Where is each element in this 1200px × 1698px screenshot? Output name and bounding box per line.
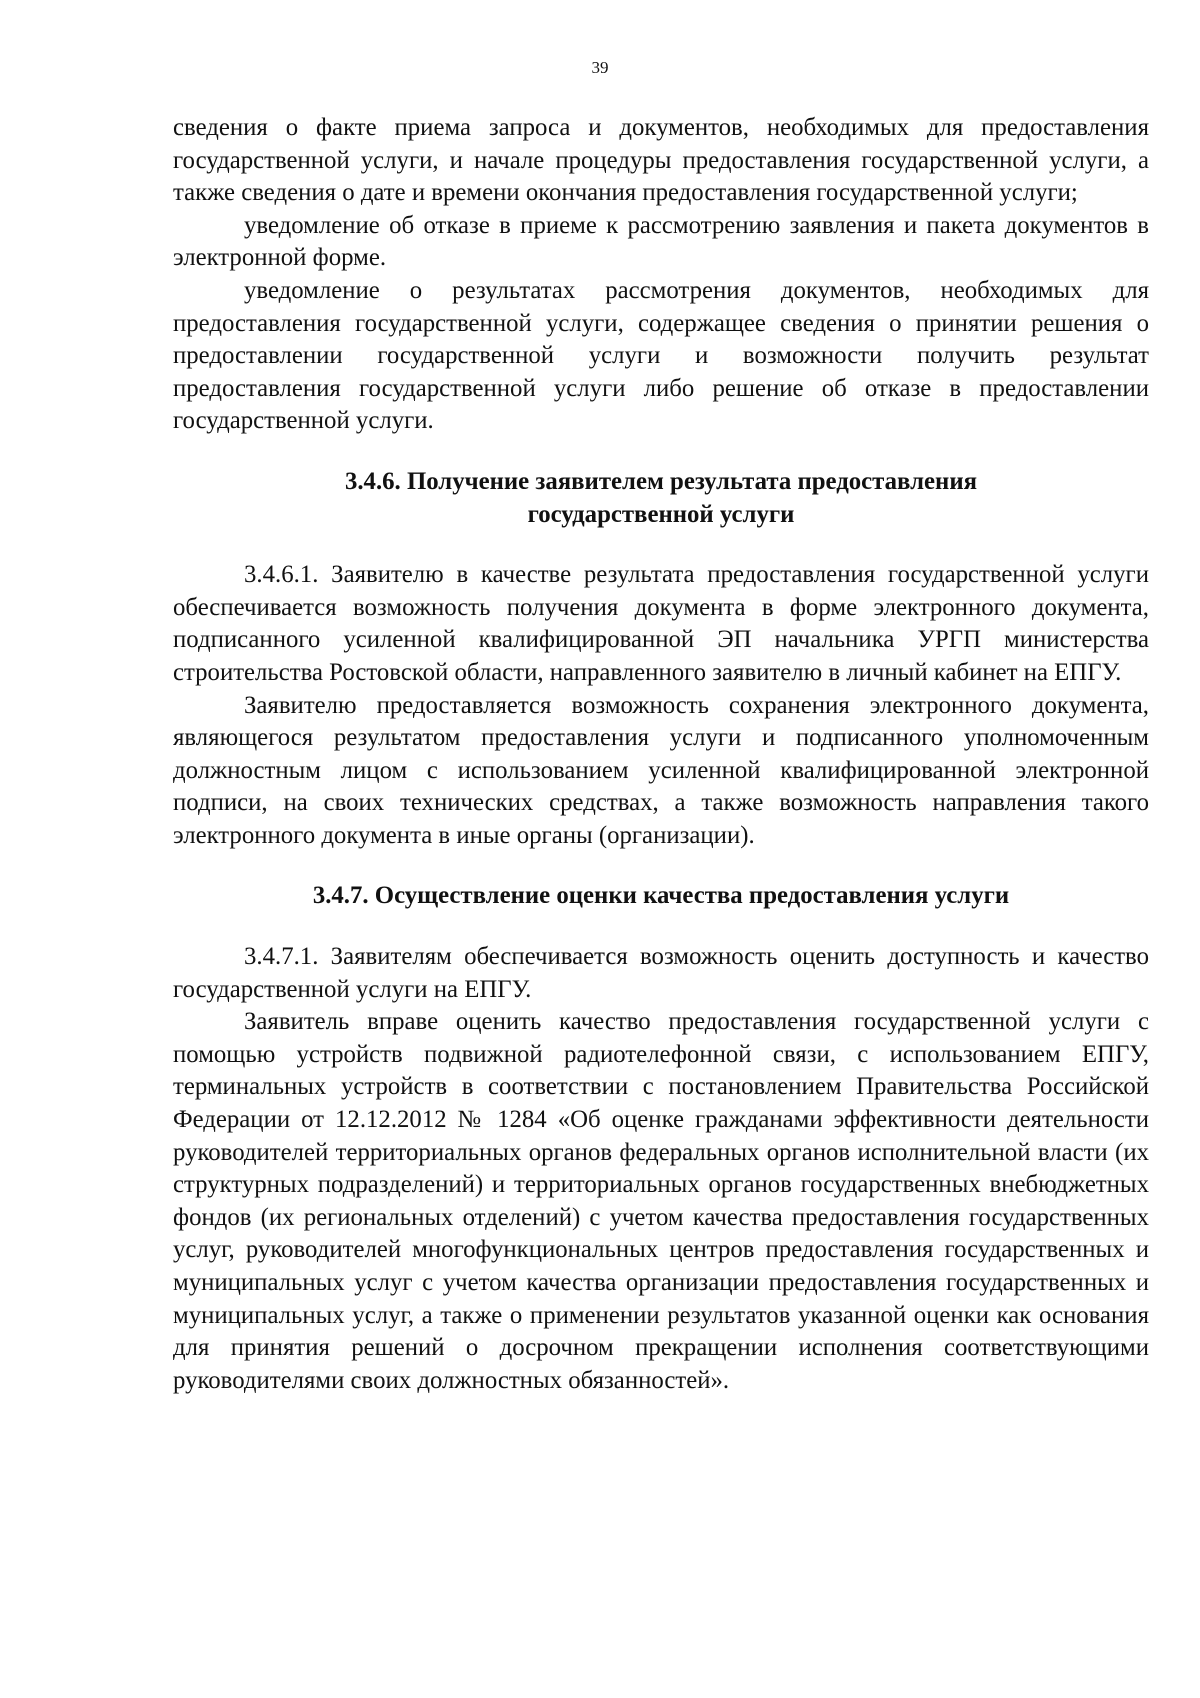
paragraph-review-results: уведомление о результатах рассмотрения документов, необходимых для предоставления государственной услуги, содержащее сведения о принятии решения о предоставлении государственной услуги и возможности получить результат предоставления государственной услуги либо решение об отказе в предоставлении государственной услуги.	[173, 276, 1149, 435]
paragraph-3-4-6-1: 3.4.6.1. Заявителю в качестве результата предоставления государственной услуги обеспечивается возможность получения документа в форме электронного документа, подписанного усиленной квалифицированной ЭП начальника УРГП министерства строительства Ростовской области, направленного заявителю в личный кабинет на ЕПГУ.	[173, 561, 1149, 686]
section-heading-3-4-7: 3.4.7. Осуществление оценки качества предоставления услуги	[312, 882, 1010, 910]
paragraph-saving-document: Заявителю предоставляется возможность сохранения электронного документа, являющегося результатом предоставления услуги и подписанного уполномоченным должностным лицом с использованием усиленной квалифицированной электронной подписи, на своих технических средствах, а также возможность направления такого электронного документа в иные органы (организации).	[173, 691, 1149, 849]
paragraph-refusal-notice: уведомление об отказе в приеме к рассмотрению заявления и пакета документов в электронной форме.	[173, 211, 1149, 272]
paragraph-3-4-7-1: 3.4.7.1. Заявителям обеспечивается возможность оценить доступность и качество государственной услуги на ЕПГУ.	[173, 943, 1149, 1003]
page-number: 39	[591, 58, 609, 77]
document-body	[173, 112, 1149, 1397]
section-heading-3-4-6-line2: государственной услуги	[527, 500, 795, 528]
section-heading-3-4-6-line1: 3.4.6. Получение заявителем результата предоставления	[344, 467, 978, 495]
section-heading-3-4-6	[173, 466, 1149, 531]
paragraph-receipt-info: сведения о факте приема запроса и документов, необходимых для предоставления государственной услуги, и начале процедуры предоставления государственной услуги, а также сведения о дате и времени окончания предоставления государственной услуги;	[173, 114, 1149, 207]
paragraph-quality-assessment: Заявитель вправе оценить качество предоставления государственной услуги с помощью устройств подвижной радиотелефонной связи, с использованием ЕПГУ, терминальных устройств в соответствии с постановлением Правительства Российской Федерации от 12.12.2012 № 1284 «Об оценке гражданами эффективности деятельности руководителей территориальных органов федеральных органов исполнительной власти (их структурных подразделений) и территориальных органов государственных внебюджетных фондов (их региональных отделений) с учетом качества предоставления государственных услуг, руководителей многофункциональных центров предоставления государственных и муниципальных услуг с учетом качества организации предоставления государственных и муниципальных услуг, а также о применении результатов указанной оценки как основания для принятия решений о досрочном прекращении исполнения соответствующими руководителями своих должностных обязанностей».	[173, 1008, 1149, 1394]
